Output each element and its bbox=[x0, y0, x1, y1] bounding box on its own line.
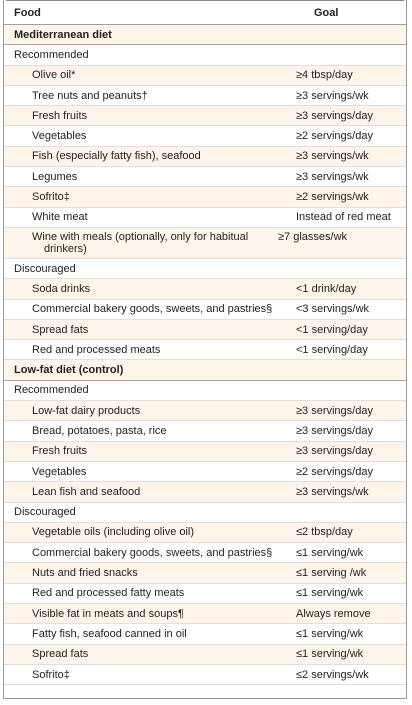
food-cell: Fatty fish, seafood canned in oil bbox=[32, 627, 187, 640]
goal-cell: ≤2 servings/wk bbox=[296, 668, 369, 681]
table-row bbox=[4, 624, 406, 644]
table-row bbox=[4, 421, 406, 441]
table-row bbox=[4, 167, 406, 187]
food-cell: Legumes bbox=[32, 170, 78, 183]
food-cell: Discouraged bbox=[14, 262, 76, 275]
goal-cell: ≥4 tbsp/day bbox=[296, 69, 353, 82]
goal-cell: ≥3 servings/day bbox=[296, 424, 373, 437]
table-row bbox=[4, 665, 406, 685]
food-cell: Vegetables bbox=[32, 465, 87, 478]
table-row bbox=[4, 86, 406, 106]
section-heading-row bbox=[4, 25, 406, 45]
table-row bbox=[4, 523, 406, 543]
table-row bbox=[4, 563, 406, 583]
table-row bbox=[4, 645, 406, 665]
food-cell: Mediterranean diet bbox=[14, 28, 112, 41]
food-cell-line: drinkers) bbox=[44, 242, 87, 255]
goal-cell: <3 servings/wk bbox=[296, 303, 370, 316]
table-row bbox=[4, 462, 406, 482]
table-header bbox=[4, 1, 406, 25]
table-row bbox=[4, 320, 406, 340]
table-body bbox=[4, 25, 406, 685]
food-cell: Olive oil* bbox=[32, 69, 76, 82]
food-cell: Lean fish and seafood bbox=[32, 485, 141, 498]
subsection-heading-row bbox=[4, 45, 406, 65]
food-cell: Spread fats bbox=[32, 323, 89, 336]
goal-cell: <1 serving/day bbox=[296, 343, 368, 356]
table-row bbox=[4, 279, 406, 299]
food-cell: Bread, potatoes, pasta, rice bbox=[32, 424, 167, 437]
goal-cell: ≥3 servings/wk bbox=[296, 89, 369, 102]
table-row bbox=[4, 442, 406, 462]
header-goal: Goal bbox=[314, 6, 339, 19]
food-cell: Sofrito‡ bbox=[32, 191, 70, 204]
goal-cell: ≤2 tbsp/day bbox=[296, 526, 353, 539]
subsection-heading-row bbox=[4, 503, 406, 523]
table-row bbox=[4, 543, 406, 563]
goal-cell: ≤1 serving /wk bbox=[296, 567, 367, 580]
goal-cell: ≤1 serving/wk bbox=[296, 627, 364, 640]
table-row bbox=[4, 340, 406, 360]
goal-cell: ≥3 servings/day bbox=[296, 445, 373, 458]
goal-cell: ≤1 serving/wk bbox=[296, 648, 364, 661]
food-cell: Fresh fruits bbox=[32, 445, 88, 458]
food-cell: Fresh fruits bbox=[32, 109, 88, 122]
table-row bbox=[4, 66, 406, 86]
subsection-heading-row bbox=[4, 381, 406, 401]
food-cell: Vegetables bbox=[32, 130, 87, 143]
food-cell: Red and processed meats bbox=[32, 343, 161, 356]
goal-cell: ≥2 servings/wk bbox=[296, 191, 369, 204]
food-cell: Low-fat diet (control) bbox=[14, 364, 124, 377]
section-heading-row bbox=[4, 360, 406, 380]
goal-cell: <1 serving/day bbox=[296, 323, 368, 336]
food-cell: Soda drinks bbox=[32, 282, 91, 295]
food-cell: White meat bbox=[32, 211, 88, 224]
table-row bbox=[4, 300, 406, 320]
food-cell bbox=[14, 231, 278, 255]
table-row bbox=[4, 228, 406, 259]
food-cell: Vegetable oils (including olive oil) bbox=[32, 526, 195, 539]
table-row bbox=[4, 147, 406, 167]
table-row bbox=[4, 604, 406, 624]
food-cell: Sofrito‡ bbox=[32, 668, 70, 681]
goal-cell: Always remove bbox=[296, 607, 371, 620]
table-row bbox=[4, 106, 406, 126]
goal-cell: ≥2 servings/day bbox=[296, 465, 373, 478]
goal-cell: ≥3 servings/day bbox=[296, 404, 373, 417]
food-cell: Fish (especially fatty fish), seafood bbox=[32, 150, 201, 163]
food-cell: Low-fat dairy products bbox=[32, 404, 141, 417]
food-cell: Spread fats bbox=[32, 648, 89, 661]
diet-table bbox=[3, 0, 407, 699]
food-cell: Discouraged bbox=[14, 506, 76, 519]
goal-cell: ≤1 serving/wk bbox=[296, 546, 364, 559]
goal-cell: ≥3 servings/wk bbox=[296, 485, 369, 498]
food-cell: Commercial bakery goods, sweets, and pastries§ bbox=[32, 546, 273, 559]
food-cell: Commercial bakery goods, sweets, and pastries§ bbox=[32, 303, 273, 316]
goal-cell: ≥2 servings/day bbox=[296, 130, 373, 143]
goal-cell: ≥3 servings/wk bbox=[296, 170, 369, 183]
goal-cell: <1 drink/day bbox=[296, 282, 357, 295]
table-row bbox=[4, 401, 406, 421]
food-cell: Visible fat in meats and soups¶ bbox=[32, 607, 184, 620]
table-row bbox=[4, 482, 406, 502]
food-cell: Nuts and fried snacks bbox=[32, 567, 138, 580]
goal-cell: ≤1 serving/wk bbox=[296, 587, 364, 600]
header-food: Food bbox=[14, 6, 41, 19]
food-cell: Recommended bbox=[14, 48, 89, 61]
table-row bbox=[4, 208, 406, 228]
food-cell: Tree nuts and peanuts† bbox=[32, 89, 148, 102]
food-cell: Red and processed fatty meats bbox=[32, 587, 185, 600]
goal-cell: ≥3 servings/wk bbox=[296, 150, 369, 163]
table-row bbox=[4, 584, 406, 604]
food-cell-line: Wine with meals (optionally, only for habitual bbox=[32, 230, 249, 243]
goal-cell: Instead of red meat bbox=[296, 211, 391, 224]
subsection-heading-row bbox=[4, 259, 406, 279]
goal-cell: ≥3 servings/day bbox=[296, 109, 373, 122]
goal-cell: ≥7 glasses/wk bbox=[278, 230, 348, 243]
food-cell: Recommended bbox=[14, 384, 89, 397]
table-row bbox=[4, 187, 406, 207]
table-row bbox=[4, 126, 406, 146]
